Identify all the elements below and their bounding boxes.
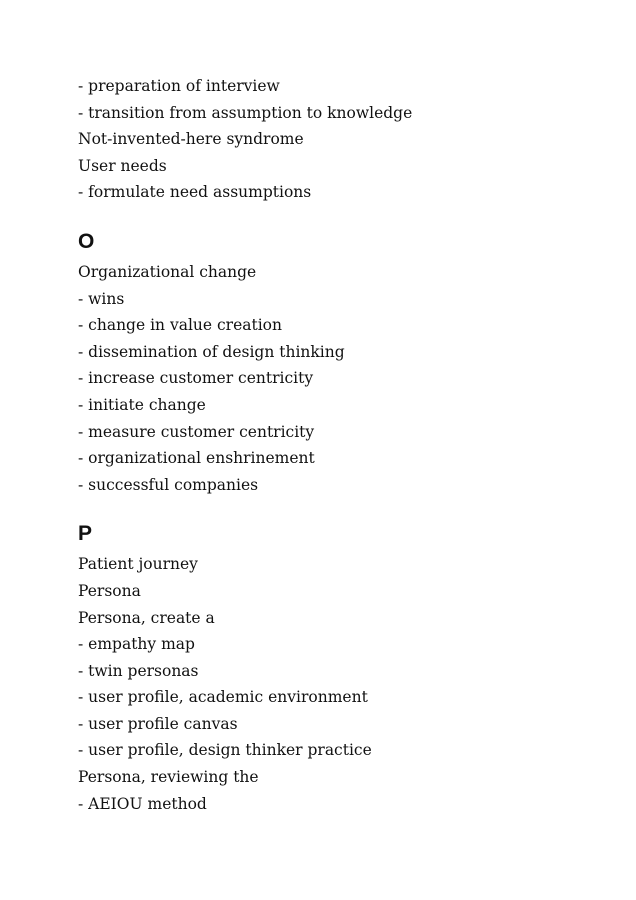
index-entry: Persona, reviewing the: [78, 768, 259, 787]
index-entry: Persona, create a: [78, 608, 215, 627]
index-entry: - wins: [78, 289, 125, 308]
index-entry: Organizational change: [78, 262, 257, 281]
section-letter-o: O: [78, 229, 95, 253]
index-entry: - preparation of interview: [78, 77, 280, 95]
top-entries: [78, 73, 616, 206]
index-entry: - user profile, design thinker practice: [78, 741, 372, 760]
index-entry: - change in value creation: [78, 316, 282, 335]
index-entry: - organizational enshrinement: [78, 449, 315, 468]
section-o: [78, 228, 616, 498]
index-entry: - increase customer centricity: [78, 369, 314, 388]
section-p: [78, 520, 616, 817]
index-page: [78, 73, 616, 817]
index-entry: - empathy map: [78, 635, 195, 654]
index-entry: - initiate change: [78, 395, 206, 414]
index-entry: Not-invented-here syndrome: [78, 130, 304, 149]
index-entry: - twin personas: [78, 661, 199, 680]
index-entry: Persona: [78, 581, 141, 600]
index-entry: User needs: [78, 156, 167, 175]
section-letter-p: P: [78, 522, 93, 546]
index-entry: Patient journey: [78, 555, 198, 574]
index-entry: - user profile, academic environment: [78, 688, 368, 707]
index-entry: - transition from assumption to knowledge: [78, 103, 413, 122]
index-entry: - measure customer centricity: [78, 422, 315, 441]
index-entry: - AEIOU method: [78, 794, 207, 813]
index-entry: - user profile canvas: [78, 714, 238, 733]
index-entry: - successful companies: [78, 475, 259, 494]
index-entry: - formulate need assumptions: [78, 183, 312, 202]
index-entry: - dissemination of design thinking: [78, 342, 345, 361]
